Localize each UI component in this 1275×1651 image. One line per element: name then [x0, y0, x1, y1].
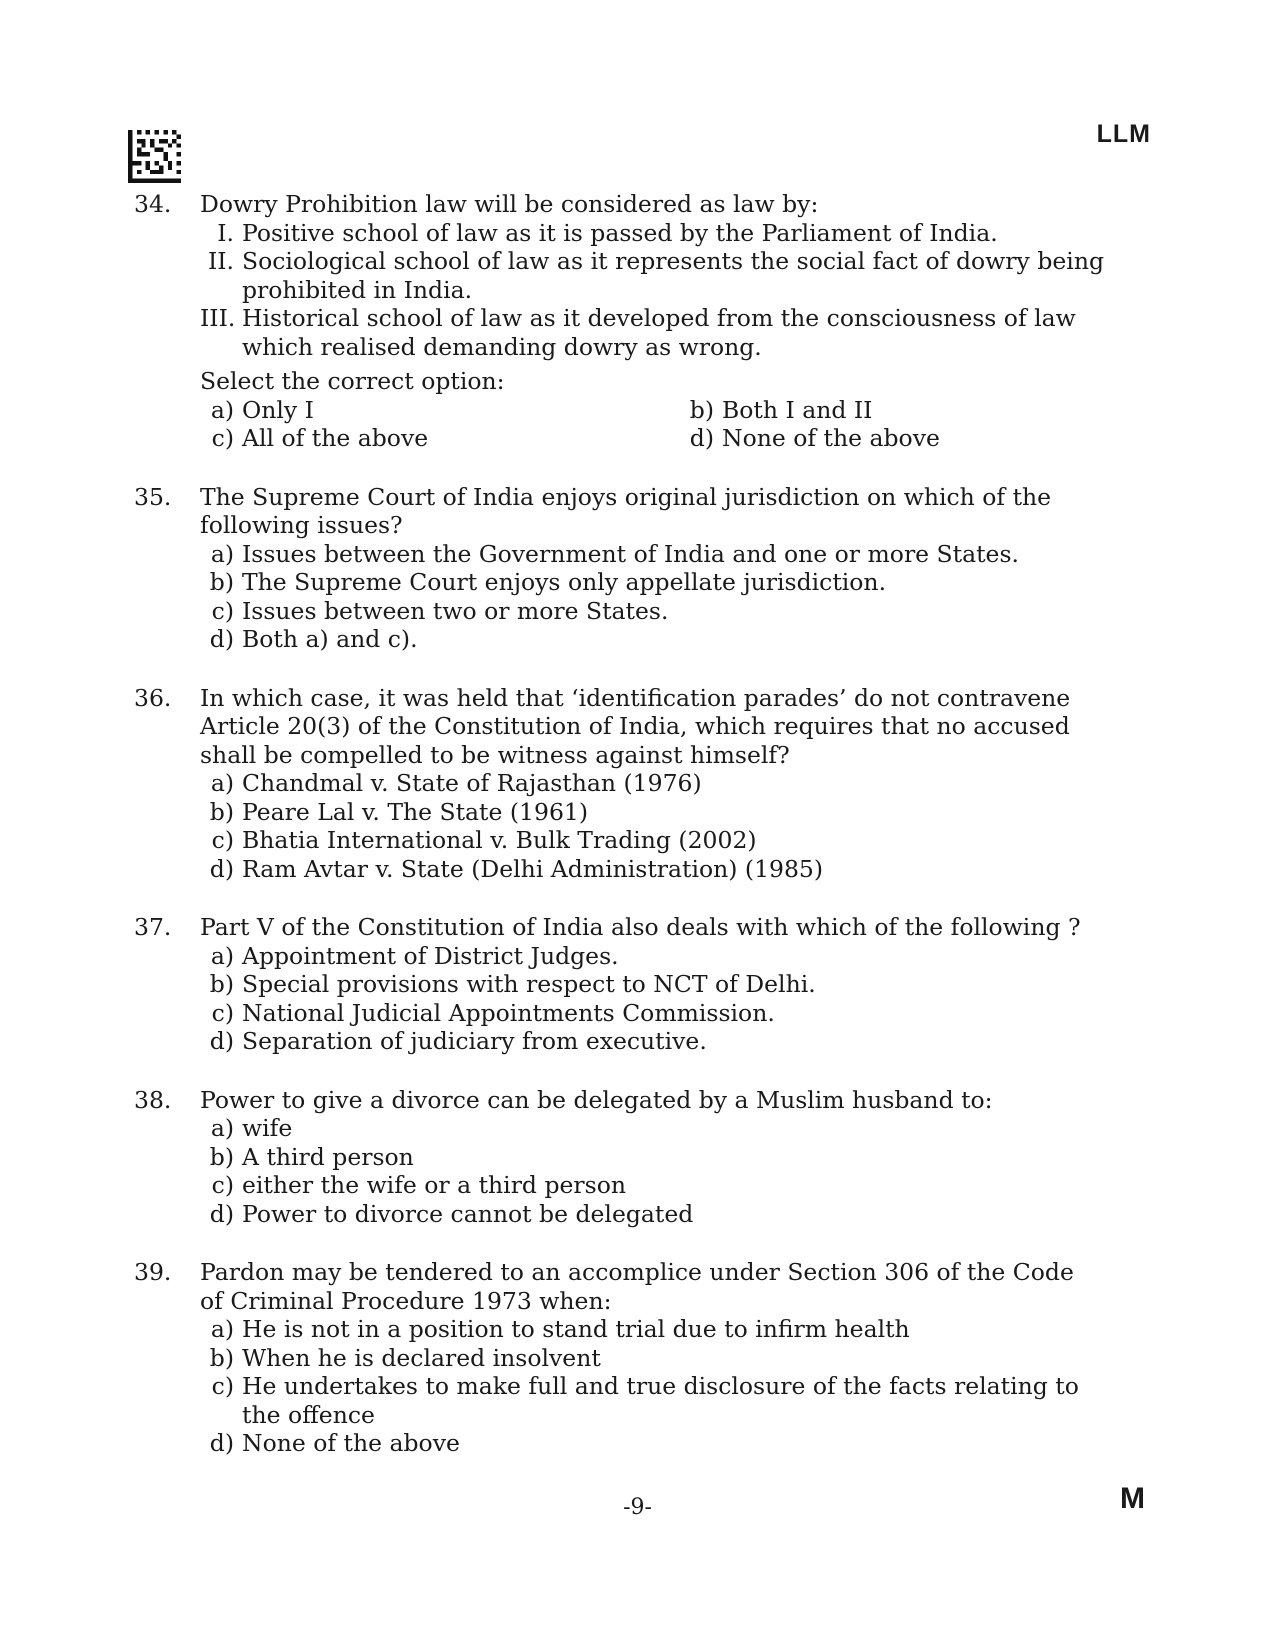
option-c[interactable] — [200, 597, 1104, 626]
option-label: c) — [211, 998, 234, 1027]
option-label: b) — [209, 797, 234, 826]
statement-text: Sociological school of law as it represents the social fact of dowry being prohibited in India. — [242, 247, 1104, 304]
option-label: a) — [210, 769, 234, 797]
option-label: a) — [210, 539, 234, 568]
option-text: All of the above — [242, 424, 429, 452]
option-label: d) — [209, 854, 234, 883]
option-label: d) — [209, 1429, 234, 1457]
option-text: Separation of judiciary from executive. — [242, 1027, 707, 1055]
option-d[interactable] — [200, 625, 1104, 654]
statement-iii — [200, 304, 1104, 361]
option-text: When he is declared insolvent — [242, 1343, 601, 1372]
question-number: 35. — [134, 482, 172, 511]
qr-code-icon — [128, 130, 181, 183]
option-text: Special provisions with respect to NCT of Delhi. — [242, 970, 816, 998]
option-label: a) — [210, 1315, 234, 1343]
option-text: He undertakes to make full and true disclosure of the facts relating to the offence — [242, 1372, 1079, 1429]
option-d[interactable] — [200, 855, 1104, 884]
option-text: National Judicial Appointments Commission. — [242, 998, 775, 1027]
statement-label: II. — [207, 247, 234, 275]
question-35 — [134, 483, 1104, 654]
option-b[interactable] — [200, 1344, 1104, 1373]
option-b[interactable] — [200, 1143, 1104, 1172]
option-a[interactable] — [200, 540, 1104, 569]
question-stem: Pardon may be tendered to an accomplice under Section 306 of the Code of Criminal Procedure 1973 when: — [200, 1258, 1074, 1315]
question-number: 38. — [134, 1085, 172, 1114]
option-text: Bhatia International v. Bulk Trading (2002) — [242, 826, 757, 854]
question-stem: Dowry Prohibition law will be considered as law by: — [200, 190, 819, 218]
option-label: d) — [209, 1027, 234, 1055]
statement-text: Positive school of law as it is passed by the Parliament of India. — [242, 218, 998, 247]
option-text: Issues between two or more States. — [242, 596, 669, 625]
option-text: wife — [242, 1114, 293, 1142]
question-stem: The Supreme Court of India enjoys original jurisdiction on which of the following issues? — [200, 482, 1052, 539]
question-36 — [134, 684, 1104, 884]
option-label: b) — [209, 1343, 234, 1372]
select-prompt: Select the correct option: — [200, 367, 505, 395]
question-stem: Power to give a divorce can be delegated by a Muslim husband to: — [200, 1085, 993, 1114]
statement-label: I. — [217, 218, 234, 247]
option-label: c) — [211, 1171, 234, 1199]
option-text: Both a) and c). — [242, 625, 418, 653]
option-b[interactable] — [200, 568, 1104, 597]
option-a[interactable] — [200, 769, 1104, 798]
option-label: c) — [211, 826, 234, 854]
option-label: d) — [689, 424, 714, 452]
option-label: d) — [209, 1199, 234, 1228]
option-a[interactable] — [200, 396, 680, 425]
option-text: Chandmal v. State of Rajasthan (1976) — [242, 769, 702, 797]
question-stem: Part V of the Constitution of India also deals with which of the following ? — [200, 913, 1081, 941]
question-38 — [134, 1086, 1104, 1229]
option-a[interactable] — [200, 1114, 1104, 1143]
option-b[interactable] — [680, 396, 1104, 425]
option-label: a) — [210, 395, 234, 424]
series-mark: M — [1120, 1482, 1145, 1515]
option-c[interactable] — [200, 999, 1104, 1028]
option-label: c) — [211, 596, 234, 625]
statement-ii — [200, 247, 1104, 304]
option-label: c) — [211, 1372, 234, 1400]
options-grid — [200, 396, 1104, 453]
option-text: Appointment of District Judges. — [242, 941, 619, 970]
page-number: -9- — [623, 1495, 652, 1520]
option-text: Both I and II — [722, 395, 873, 424]
option-text: Power to divorce cannot be delegated — [242, 1199, 694, 1228]
option-c[interactable] — [200, 424, 680, 453]
option-d[interactable] — [200, 1429, 1104, 1458]
option-a[interactable] — [200, 1315, 1104, 1344]
question-39 — [134, 1258, 1104, 1458]
option-label: a) — [210, 1114, 234, 1142]
option-label: d) — [209, 625, 234, 653]
option-b[interactable] — [200, 798, 1104, 827]
option-text: either the wife or a third person — [242, 1171, 626, 1199]
option-text: Peare Lal v. The State (1961) — [242, 797, 589, 826]
option-label: b) — [209, 568, 234, 596]
option-label: a) — [210, 941, 234, 970]
question-34 — [134, 190, 1104, 453]
question-37 — [134, 913, 1104, 1056]
option-label: c) — [211, 424, 234, 452]
option-d[interactable] — [200, 1200, 1104, 1229]
option-a[interactable] — [200, 942, 1104, 971]
statement-label: III. — [200, 304, 236, 332]
option-c[interactable] — [200, 826, 1104, 855]
option-text: None of the above — [242, 1429, 460, 1457]
option-text: A third person — [242, 1142, 414, 1171]
question-list — [134, 190, 1104, 1488]
question-stem: In which case, it was held that ‘identification parades’ do not contravene Article 20(3) of the Constitution of India, which requires that no accused shall be compelled to be witness against himself? — [200, 683, 1071, 769]
statement-text: Historical school of law as it developed from the consciousness of law which realised demanding dowry as wrong. — [242, 304, 1076, 361]
option-label: b) — [689, 395, 714, 424]
option-text: Ram Avtar v. State (Delhi Administration) (1985) — [242, 854, 824, 883]
option-text: None of the above — [722, 424, 940, 452]
option-label: b) — [209, 970, 234, 998]
option-text: Only I — [242, 395, 314, 424]
option-b[interactable] — [200, 970, 1104, 999]
option-label: b) — [209, 1142, 234, 1171]
question-number: 39. — [134, 1258, 172, 1286]
option-text: The Supreme Court enjoys only appellate jurisdiction. — [242, 568, 887, 596]
question-number: 36. — [134, 683, 172, 712]
option-d[interactable] — [200, 1027, 1104, 1056]
option-text: Issues between the Government of India and one or more States. — [242, 539, 1019, 568]
exam-code: LLM — [1096, 120, 1151, 148]
option-text: He is not in a position to stand trial due to infirm health — [242, 1315, 910, 1343]
question-number: 37. — [134, 913, 172, 941]
option-d[interactable] — [680, 424, 1104, 453]
question-number: 34. — [134, 190, 172, 218]
option-c[interactable] — [200, 1171, 1104, 1200]
statement-i — [200, 219, 1104, 248]
option-c[interactable] — [200, 1372, 1104, 1429]
